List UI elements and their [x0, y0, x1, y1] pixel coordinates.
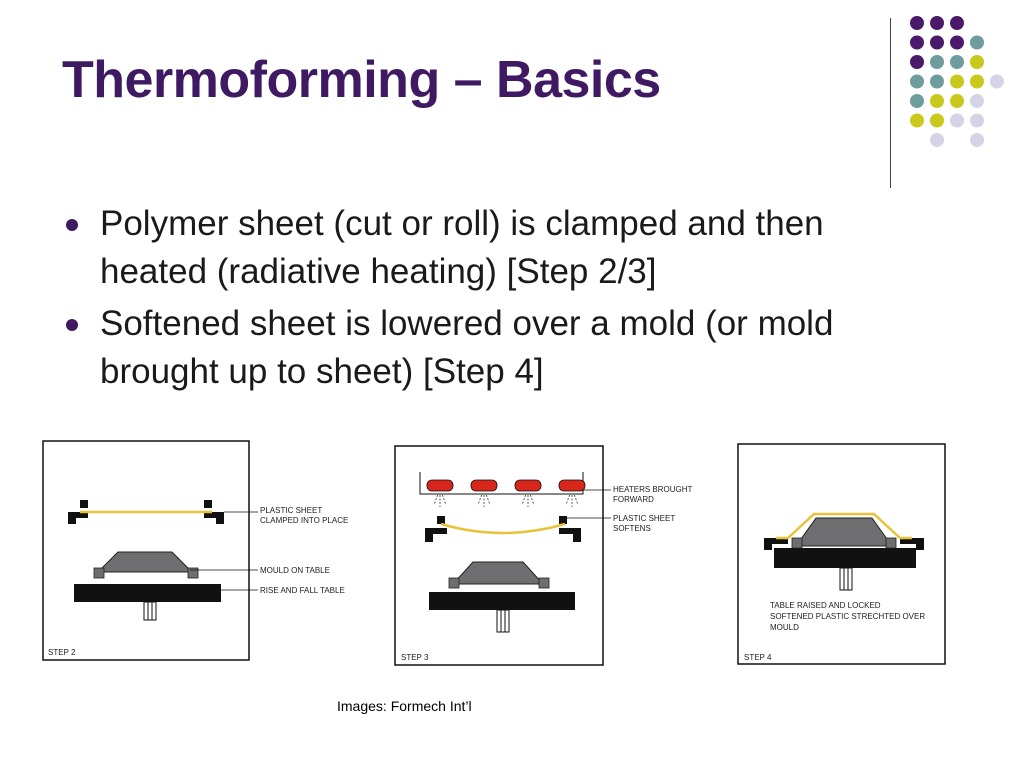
- decorative-dot: [930, 94, 944, 108]
- step3-label: STEP 3: [401, 653, 429, 662]
- decorative-dot: [950, 16, 964, 30]
- bullet-text: Softened sheet is lowered over a mold (or mold brought up to sheet) [Step 4]: [100, 304, 834, 391]
- decorative-dot-grid: [0, 0, 1024, 200]
- decorative-dot: [910, 75, 924, 89]
- decorative-dot: [950, 36, 964, 50]
- image-credit: Images: Formech Int’l: [337, 698, 472, 714]
- decorative-dot: [970, 114, 984, 128]
- decorative-dot: [970, 75, 984, 89]
- table: [429, 592, 575, 610]
- decorative-dot: [930, 75, 944, 89]
- decorative-dot: [930, 16, 944, 30]
- decorative-dot: [970, 94, 984, 108]
- callout-mould: MOULD ON TABLE: [260, 566, 330, 575]
- decorative-dot: [970, 133, 984, 147]
- callout-heaters: HEATERS BROUGHT FORWARD: [613, 485, 693, 504]
- bullet-dot-icon: [66, 319, 78, 331]
- callout-table: RISE AND FALL TABLE: [260, 586, 345, 595]
- decorative-dot: [930, 55, 944, 69]
- step3-diagram: [393, 444, 723, 668]
- decorative-dot: [910, 94, 924, 108]
- decorative-dot: [950, 55, 964, 69]
- bullet-item: [62, 300, 902, 396]
- bullet-dot-icon: [66, 219, 78, 231]
- decorative-dot: [930, 114, 944, 128]
- decorative-divider: [890, 18, 891, 188]
- decorative-dot: [910, 16, 924, 30]
- decorative-dot: [950, 94, 964, 108]
- heater-element: [471, 480, 497, 491]
- rise-fall-table: [74, 584, 221, 602]
- bullet-text: Polymer sheet (cut or roll) is clamped and then heated (radiative heating) [Step 2/3]: [100, 204, 824, 291]
- decorative-dot: [930, 36, 944, 50]
- callout-plastic-sheet: PLASTIC SHEET CLAMPED INTO PLACE: [260, 506, 349, 525]
- step4-note: TABLE RAISED AND LOCKED SOFTENED PLASTIC STRECHTED OVER MOULD: [770, 601, 926, 632]
- step2-frame: [43, 441, 249, 660]
- decorative-dot: [990, 75, 1004, 89]
- decorative-dot: [930, 133, 944, 147]
- slide-title: Thermoforming – Basics: [62, 51, 661, 109]
- decorative-dot: [910, 114, 924, 128]
- decorative-dot: [910, 55, 924, 69]
- step2-label: STEP 2: [48, 648, 76, 657]
- heater-element: [427, 480, 453, 491]
- decorative-dot: [910, 36, 924, 50]
- heater-element: [515, 480, 541, 491]
- step2-diagram: [40, 438, 380, 664]
- raised-table: [774, 548, 916, 568]
- bullet-list: [62, 200, 902, 400]
- decorative-dot: [950, 114, 964, 128]
- bullet-item: [62, 200, 902, 296]
- step4-label: STEP 4: [744, 653, 772, 662]
- step4-diagram: [736, 442, 950, 668]
- heater-element: [559, 480, 585, 491]
- decorative-dot: [970, 55, 984, 69]
- callout-sheet-softens: PLASTIC SHEET SOFTENS: [613, 514, 676, 533]
- decorative-dot: [950, 75, 964, 89]
- decorative-dot: [970, 36, 984, 50]
